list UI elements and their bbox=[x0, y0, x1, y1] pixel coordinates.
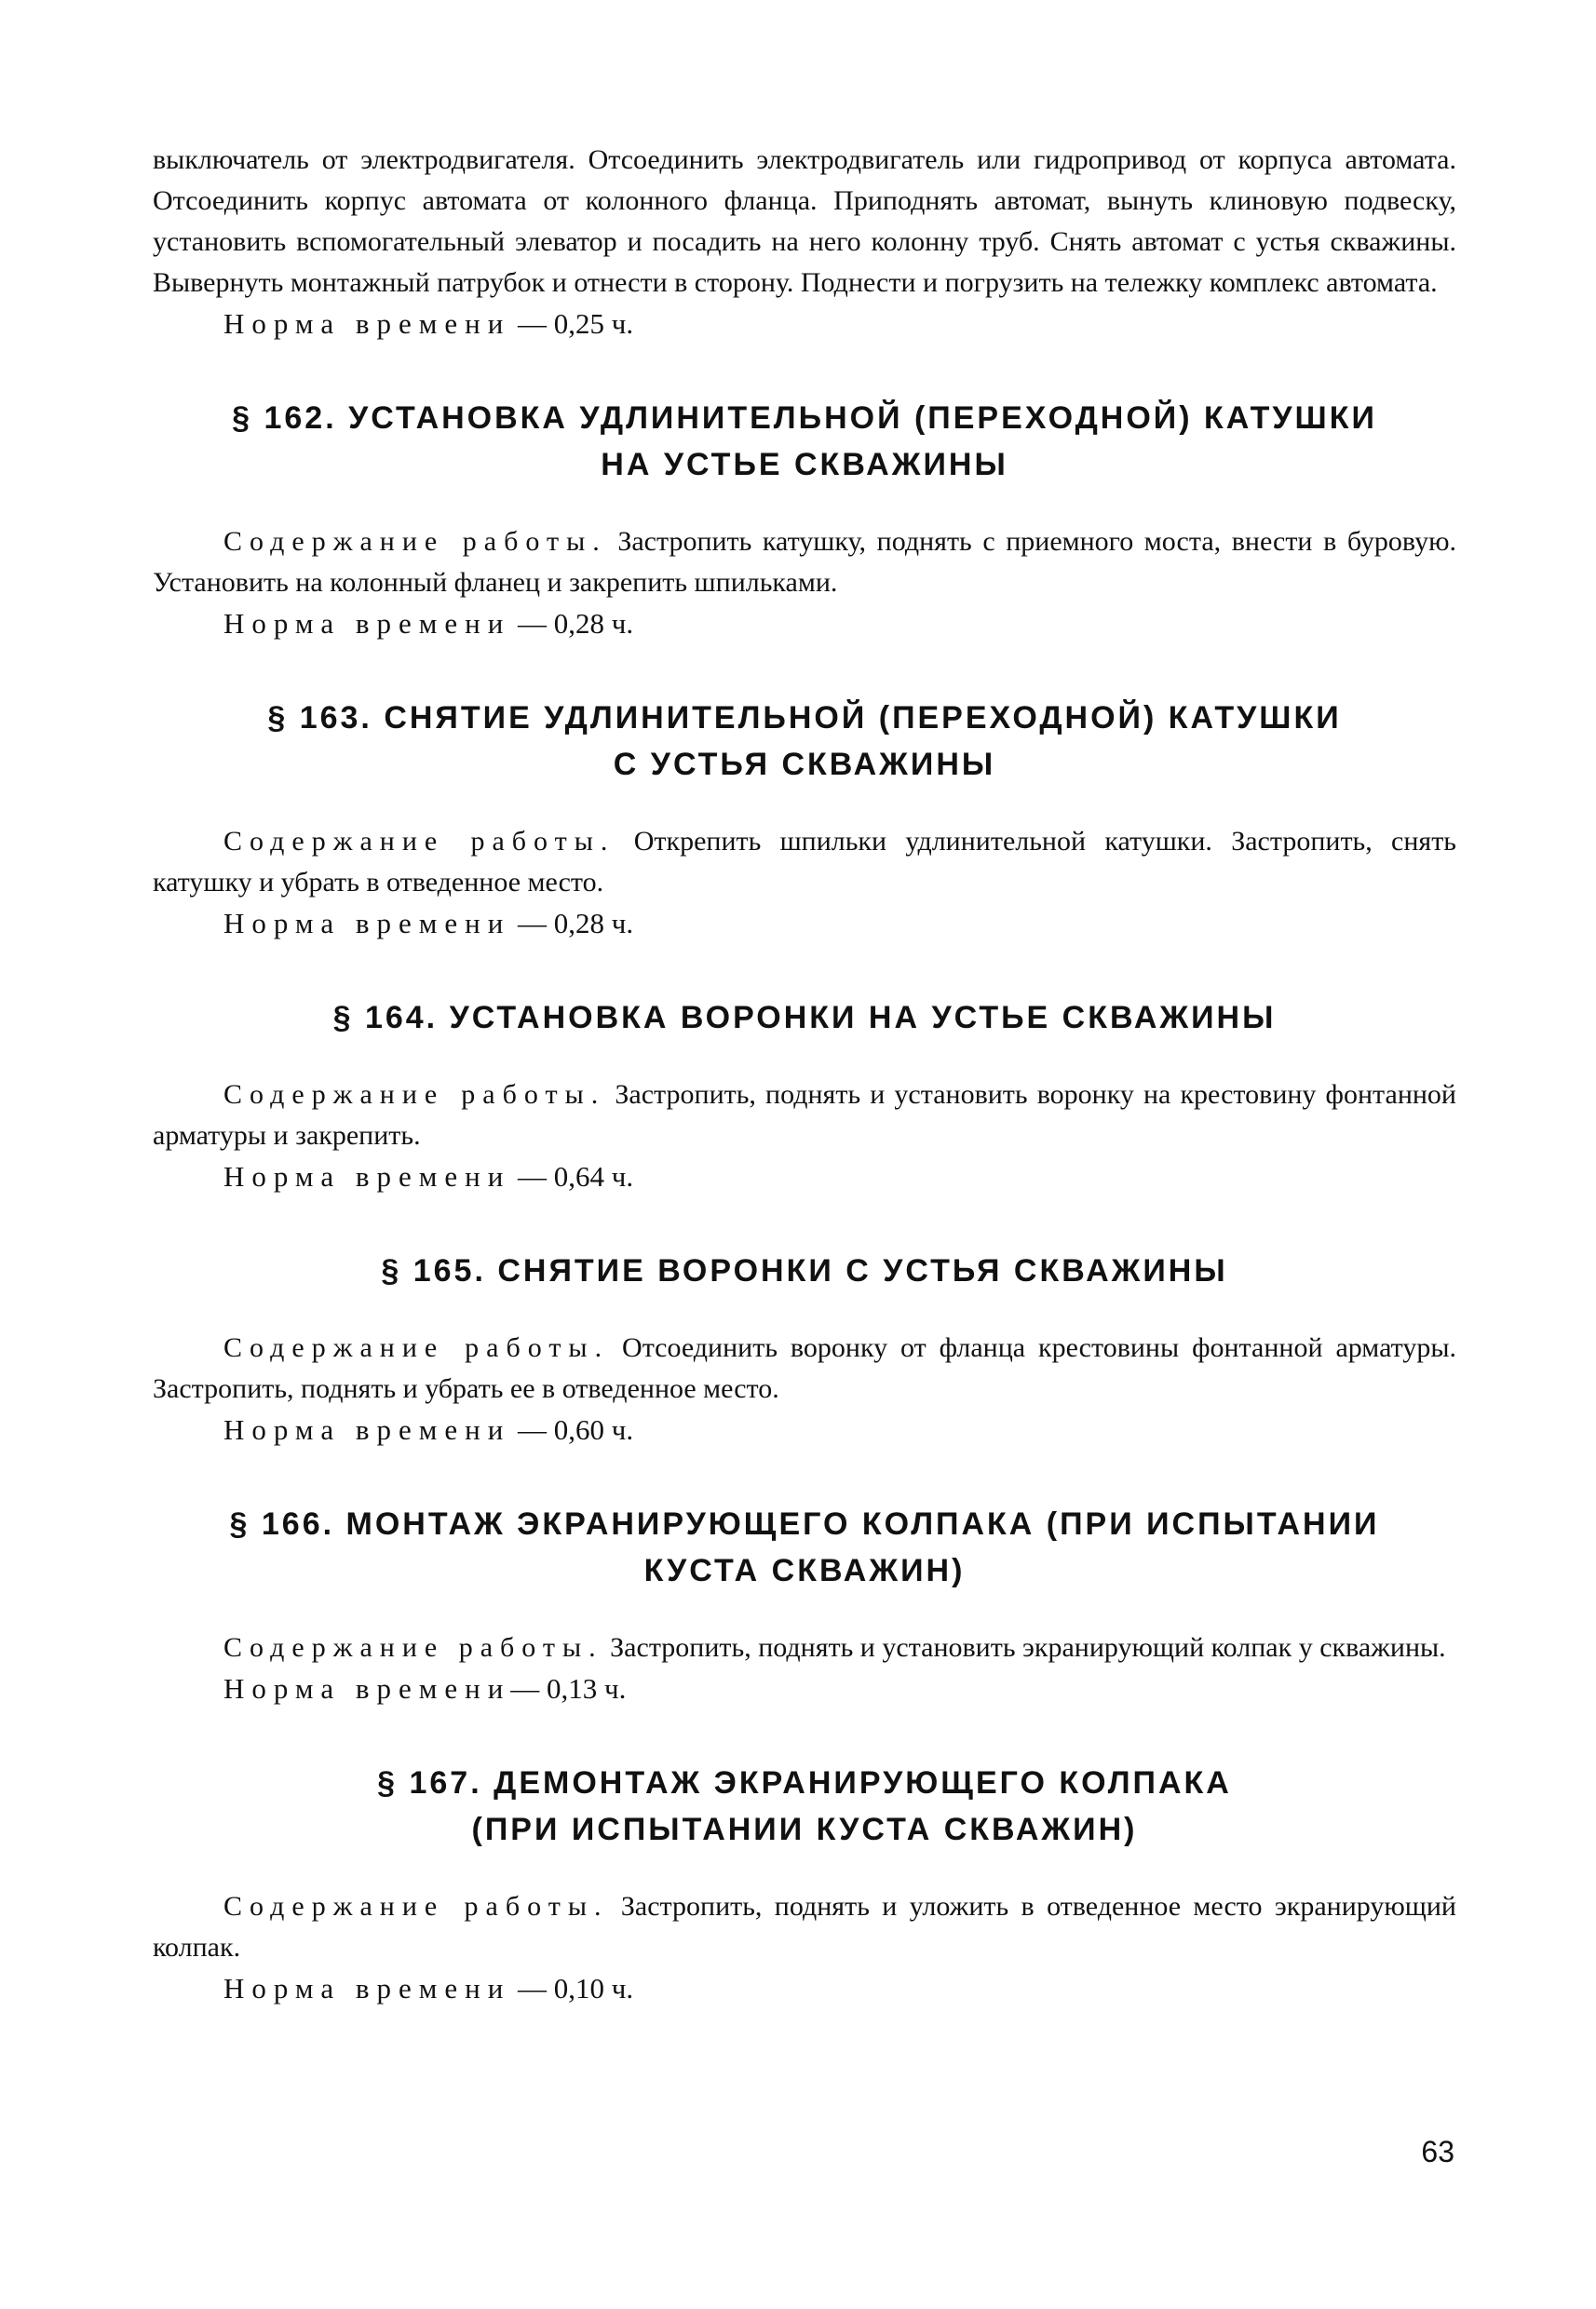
content-paragraph bbox=[153, 1886, 1456, 1968]
content-label: Содержание работы. bbox=[223, 526, 607, 557]
content-label: Содержание работы. bbox=[223, 1891, 609, 1922]
norm-value: — 0,28 ч. bbox=[510, 607, 634, 640]
section-165 bbox=[153, 1248, 1456, 1451]
heading-line-1: § 167. ДЕМОНТАЖ ЭКРАНИРУЮЩЕГО КОЛПАКА bbox=[377, 1765, 1232, 1801]
section-167 bbox=[153, 1760, 1456, 2009]
norm-value: — 0,28 ч. bbox=[510, 907, 634, 939]
norm-line bbox=[153, 1410, 1456, 1451]
content-paragraph bbox=[153, 821, 1456, 903]
intro-paragraph: выключатель от электродвигателя. Отсоединить электродвигатель или гидропривод от корпуса автомата. Отсоединить корпус автомата от колонного фланца. Приподнять автомат, вынуть клиновую подвеску, установить вспомогательный элеватор и посадить на него колонну труб. Снять автомат с устья скважины. Вывернуть монтажный патрубок и отнести в сторону. Поднести и погрузить на тележку комплекс автомата. bbox=[153, 144, 1456, 298]
norm-label: Норма времени bbox=[223, 1972, 511, 2005]
content-text: Застропить, поднять и уложить в отведенное место экранирующий колпак. bbox=[153, 1891, 1456, 1963]
norm-label: Норма времени bbox=[223, 607, 511, 640]
heading-line-1: § 165. СНЯТИЕ ВОРОНКИ С УСТЬЯ СКВАЖИНЫ bbox=[381, 1253, 1228, 1289]
section-164 bbox=[153, 994, 1456, 1197]
norm-line bbox=[153, 1156, 1456, 1197]
intro-norm bbox=[153, 304, 1456, 344]
norm-line bbox=[153, 1668, 1456, 1709]
content-label: Содержание работы. bbox=[223, 1079, 606, 1110]
norm-label: Норма времени bbox=[223, 307, 511, 340]
page-number: 63 bbox=[1421, 2135, 1454, 2168]
content-text: Застропить, поднять и установить воронку на крестовину фонтанной арматуры и закрепить. bbox=[153, 1079, 1456, 1151]
norm-label: Норма времени bbox=[223, 1672, 511, 1705]
section-heading bbox=[153, 1501, 1456, 1594]
content-paragraph bbox=[153, 1328, 1456, 1410]
content-label: Содержание работы. bbox=[223, 1332, 610, 1363]
intro-section bbox=[153, 140, 1456, 344]
norm-line bbox=[153, 1968, 1456, 2009]
content-text: Открепить шпильки удлинительной катушки. Застропить, снять катушку и убрать в отведенное место. bbox=[153, 826, 1456, 898]
content-text: Отсоединить воронку от фланца крестовины фонтанной арматуры. Застропить, поднять и убрать ее в отведенное место. bbox=[153, 1332, 1456, 1404]
section-162 bbox=[153, 395, 1456, 644]
norm-value: — 0,64 ч. bbox=[510, 1160, 634, 1193]
norm-label: Норма времени bbox=[223, 1413, 511, 1446]
section-heading bbox=[153, 994, 1456, 1041]
heading-line-1: § 166. МОНТАЖ ЭКРАНИРУЮЩЕГО КОЛПАКА (ПРИ ИСПЫТАНИИ bbox=[229, 1506, 1380, 1542]
content-paragraph bbox=[153, 521, 1456, 603]
norm-line bbox=[153, 603, 1456, 644]
content-text: Застропить катушку, поднять с приемного моста, внести в буровую. Установить на колонный фланец и закрепить шпильками. bbox=[153, 526, 1456, 598]
heading-line-1: § 162. УСТАНОВКА УДЛИНИТЕЛЬНОЙ (ПЕРЕХОДНОЙ) КАТУШКИ bbox=[232, 400, 1377, 436]
norm-value: — 0,60 ч. bbox=[510, 1413, 634, 1446]
norm-label: Норма времени bbox=[223, 907, 511, 939]
document-page bbox=[153, 140, 1456, 2009]
heading-line-1: § 163. СНЯТИЕ УДЛИНИТЕЛЬНОЙ (ПЕРЕХОДНОЙ) КАТУШКИ bbox=[267, 700, 1342, 736]
section-heading bbox=[153, 695, 1456, 788]
heading-line-2: (ПРИ ИСПЫТАНИИ КУСТА СКВАЖИН) bbox=[471, 1812, 1138, 1847]
norm-line bbox=[153, 903, 1456, 944]
heading-line-2: НА УСТЬЕ СКВАЖИНЫ bbox=[601, 447, 1008, 482]
section-heading bbox=[153, 395, 1456, 488]
norm-value: — 0,10 ч. bbox=[510, 1972, 634, 2005]
content-label: Содержание работы. bbox=[223, 1632, 603, 1663]
heading-line-1: § 164. УСТАНОВКА ВОРОНКИ НА УСТЬЕ СКВАЖИНЫ bbox=[332, 1000, 1277, 1035]
content-label: Содержание работы. bbox=[223, 826, 615, 857]
heading-line-2: КУСТА СКВАЖИН) bbox=[643, 1553, 966, 1588]
norm-value: — 0,13 ч. bbox=[510, 1672, 627, 1705]
content-paragraph bbox=[153, 1074, 1456, 1156]
section-163 bbox=[153, 695, 1456, 944]
heading-line-2: С УСТЬЯ СКВАЖИНЫ bbox=[613, 747, 996, 782]
content-text: Застропить, поднять и установить экранирующий колпак у скважины. bbox=[602, 1632, 1446, 1663]
section-heading bbox=[153, 1760, 1456, 1853]
norm-value: — 0,25 ч. bbox=[510, 307, 634, 340]
norm-label: Норма времени bbox=[223, 1160, 511, 1193]
section-166 bbox=[153, 1501, 1456, 1709]
content-paragraph bbox=[153, 1627, 1456, 1668]
section-heading bbox=[153, 1248, 1456, 1294]
